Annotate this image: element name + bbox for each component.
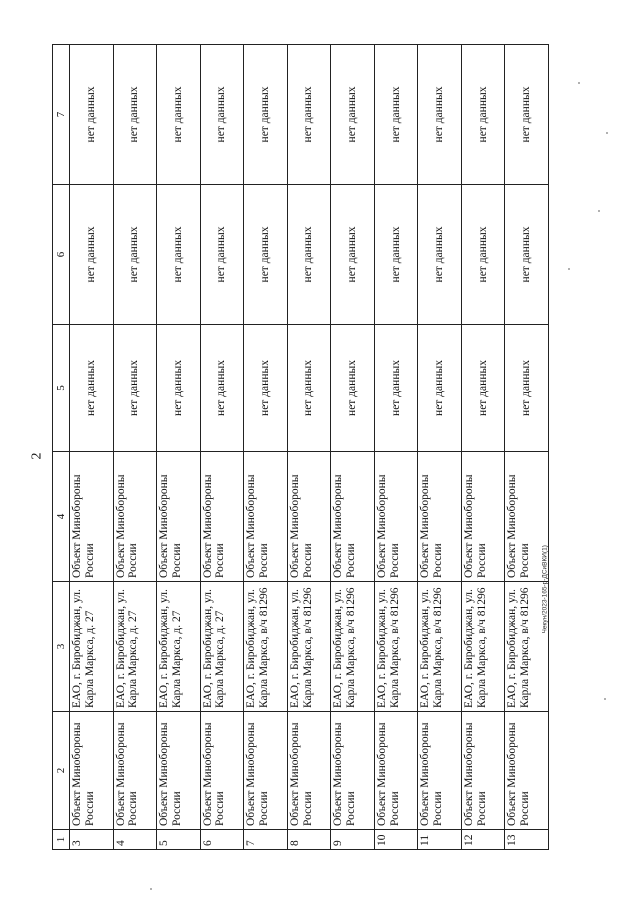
col6-cell: нет данных bbox=[505, 185, 549, 325]
table-row bbox=[418, 45, 462, 850]
owner-cell: Объект Минобороны России bbox=[70, 452, 114, 582]
col7-cell: нет данных bbox=[287, 45, 331, 185]
col5-cell: нет данных bbox=[200, 325, 244, 452]
table-row bbox=[331, 45, 375, 850]
table-header-row bbox=[53, 45, 70, 850]
scan-speck bbox=[150, 888, 152, 890]
scan-speck bbox=[604, 698, 606, 700]
col5-cell: нет данных bbox=[157, 325, 201, 452]
owner-cell: Объект Минобороны России bbox=[113, 452, 157, 582]
table-row bbox=[461, 45, 505, 850]
col6-cell: нет данных bbox=[70, 185, 114, 325]
object-name-cell: Объект Минобороны России bbox=[157, 712, 201, 830]
address-cell: ЕАО, г. Биробиджан, ул. Карла Маркса, в/ч 81296 bbox=[244, 582, 288, 712]
col6-cell: нет данных bbox=[287, 185, 331, 325]
table-row bbox=[113, 45, 157, 850]
col5-cell: нет данных bbox=[287, 325, 331, 452]
col7-cell: нет данных bbox=[331, 45, 375, 185]
row-number: 3 bbox=[70, 830, 114, 850]
object-name-cell: Объект Минобороны России bbox=[331, 712, 375, 830]
owner-cell: Объект Минобороны России bbox=[505, 452, 549, 582]
owner-cell: Объект Минобороны России bbox=[418, 452, 462, 582]
column-header: 5 bbox=[53, 325, 70, 452]
col6-cell: нет данных bbox=[157, 185, 201, 325]
scan-speck bbox=[568, 268, 570, 270]
table-row bbox=[200, 45, 244, 850]
col7-cell: нет данных bbox=[200, 45, 244, 185]
col5-cell: нет данных bbox=[70, 325, 114, 452]
col7-cell: нет данных bbox=[244, 45, 288, 185]
col5-cell: нет данных bbox=[374, 325, 418, 452]
row-number: 5 bbox=[157, 830, 201, 850]
address-cell: ЕАО, г. Биробиджан, ул. Карла Маркса, в/ч 81296 bbox=[461, 582, 505, 712]
col5-cell: нет данных bbox=[113, 325, 157, 452]
address-cell: ЕАО, г. Биробиджан, ул. Карла Маркса, д. 27 bbox=[200, 582, 244, 712]
address-cell: ЕАО, г. Биробиджан, ул. Карла Маркса, в/ч 81296 bbox=[505, 582, 549, 712]
object-name-cell: Объект Минобороны России bbox=[287, 712, 331, 830]
address-cell: ЕАО, г. Биробиджан, ул. Карла Маркса, в/ч 81296 bbox=[287, 582, 331, 712]
row-number: 10 bbox=[374, 830, 418, 850]
col7-cell: нет данных bbox=[505, 45, 549, 185]
col6-cell: нет данных bbox=[418, 185, 462, 325]
address-cell: ЕАО, г. Биробиджан, ул. Карла Маркса, д. 27 bbox=[70, 582, 114, 712]
address-cell: ЕАО, г. Биробиджан, ул. Карла Маркса, в/ч 81296 bbox=[418, 582, 462, 712]
col5-cell: нет данных bbox=[461, 325, 505, 452]
col6-cell: нет данных bbox=[244, 185, 288, 325]
object-name-cell: Объект Минобороны России bbox=[200, 712, 244, 830]
owner-cell: Объект Минобороны России bbox=[331, 452, 375, 582]
owner-cell: Объект Минобороны России bbox=[287, 452, 331, 582]
col6-cell: нет данных bbox=[113, 185, 157, 325]
owner-cell: Объект Минобороны России bbox=[374, 452, 418, 582]
objects-table bbox=[52, 44, 549, 850]
column-header: 4 bbox=[53, 452, 70, 582]
document-code-footer: Чекун/2023-165-р-ДСиВКИ(1) bbox=[541, 545, 549, 634]
table-row bbox=[287, 45, 331, 850]
table-row bbox=[157, 45, 201, 850]
row-number: 11 bbox=[418, 830, 462, 850]
address-cell: ЕАО, г. Биробиджан, ул. Карла Маркса, д. 27 bbox=[113, 582, 157, 712]
col5-cell: нет данных bbox=[505, 325, 549, 452]
column-header: 2 bbox=[53, 712, 70, 830]
row-number: 4 bbox=[113, 830, 157, 850]
object-name-cell: Объект Минобороны России bbox=[244, 712, 288, 830]
scan-speck bbox=[598, 210, 600, 212]
object-name-cell: Объект Минобороны России bbox=[374, 712, 418, 830]
object-name-cell: Объект Минобороны России bbox=[113, 712, 157, 830]
owner-cell: Объект Минобороны России bbox=[157, 452, 201, 582]
table-row bbox=[70, 45, 114, 850]
table-row bbox=[505, 45, 549, 850]
row-number: 6 bbox=[200, 830, 244, 850]
object-name-cell: Объект Минобороны России bbox=[70, 712, 114, 830]
owner-cell: Объект Минобороны России bbox=[200, 452, 244, 582]
column-header: 6 bbox=[53, 185, 70, 325]
col5-cell: нет данных bbox=[331, 325, 375, 452]
object-name-cell: Объект Минобороны России bbox=[505, 712, 549, 830]
scan-speck bbox=[578, 82, 580, 84]
col7-cell: нет данных bbox=[418, 45, 462, 185]
col6-cell: нет данных bbox=[374, 185, 418, 325]
address-cell: ЕАО, г. Биробиджан, ул. Карла Маркса, в/ч 81296 bbox=[331, 582, 375, 712]
col7-cell: нет данных bbox=[374, 45, 418, 185]
owner-cell: Объект Минобороны России bbox=[244, 452, 288, 582]
col5-cell: нет данных bbox=[244, 325, 288, 452]
col7-cell: нет данных bbox=[113, 45, 157, 185]
col6-cell: нет данных bbox=[331, 185, 375, 325]
address-cell: ЕАО, г. Биробиджан, ул. Карла Маркса, в/ч 81296 bbox=[374, 582, 418, 712]
address-cell: ЕАО, г. Биробиджан, ул. Карла Маркса, д. 27 bbox=[157, 582, 201, 712]
table-row bbox=[374, 45, 418, 850]
row-number: 12 bbox=[461, 830, 505, 850]
col5-cell: нет данных bbox=[418, 325, 462, 452]
rotated-table-container bbox=[52, 45, 549, 850]
row-number: 8 bbox=[287, 830, 331, 850]
object-name-cell: Объект Минобороны России bbox=[418, 712, 462, 830]
col7-cell: нет данных bbox=[157, 45, 201, 185]
owner-cell: Объект Минобороны России bbox=[461, 452, 505, 582]
col7-cell: нет данных bbox=[70, 45, 114, 185]
row-number: 9 bbox=[331, 830, 375, 850]
col6-cell: нет данных bbox=[461, 185, 505, 325]
row-number: 7 bbox=[244, 830, 288, 850]
page-number: 2 bbox=[29, 452, 45, 460]
col7-cell: нет данных bbox=[461, 45, 505, 185]
column-header: 1 bbox=[53, 830, 70, 850]
table-row bbox=[244, 45, 288, 850]
col6-cell: нет данных bbox=[200, 185, 244, 325]
scan-speck bbox=[606, 132, 608, 134]
row-number: 13 bbox=[505, 830, 549, 850]
column-header: 7 bbox=[53, 45, 70, 185]
object-name-cell: Объект Минобороны России bbox=[461, 712, 505, 830]
column-header: 3 bbox=[53, 582, 70, 712]
